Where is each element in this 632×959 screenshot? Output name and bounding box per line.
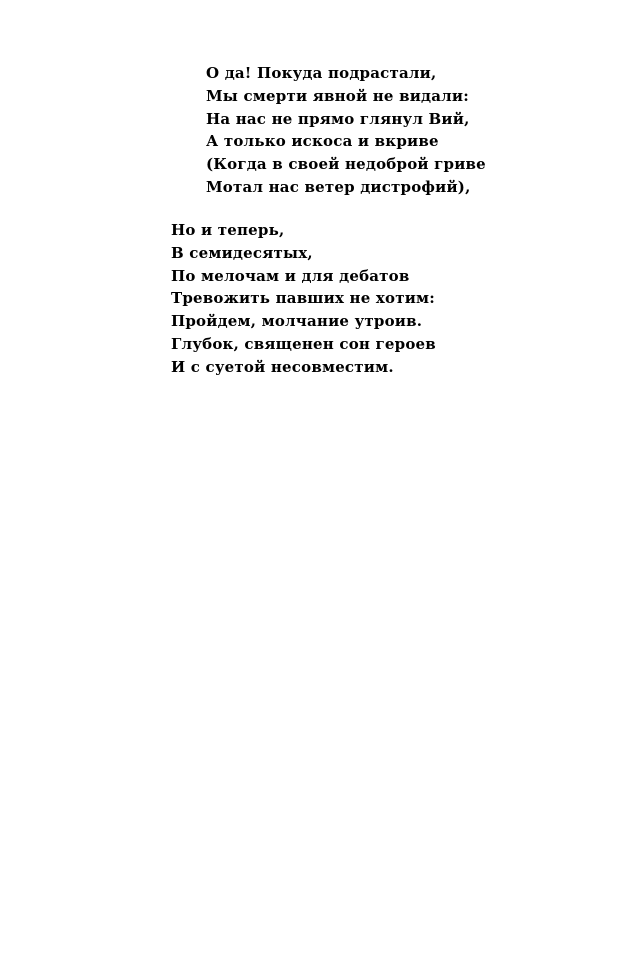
poem-line: А только искоса и вкриве [206, 132, 439, 151]
poem-line: На нас не прямо глянул Вий, [206, 109, 470, 128]
poem-stanza-1 [206, 62, 486, 199]
poem-line: Но и теперь, [171, 221, 285, 239]
poem-line: В семидесятых, [171, 243, 313, 262]
poem-line: И с суетой несовместим. [171, 357, 394, 376]
poem-line: (Когда в своей недоброй гриве [206, 155, 486, 174]
poem-stanza-2 [171, 219, 436, 379]
poem-line: Мы смерти явной не видали: [206, 86, 469, 105]
poem-line: По мелочам и для дебатов [171, 266, 410, 285]
poem-line: О да! Покуда подрастали, [206, 64, 437, 82]
poem-line: Пройдем, молчание утроив. [171, 312, 423, 331]
poem-line: Тревожить павших не хотим: [171, 289, 436, 308]
poem-line: Глубок, священен сон героев [171, 334, 436, 353]
poem-line: Мотал нас ветер дистрофий), [206, 177, 471, 196]
